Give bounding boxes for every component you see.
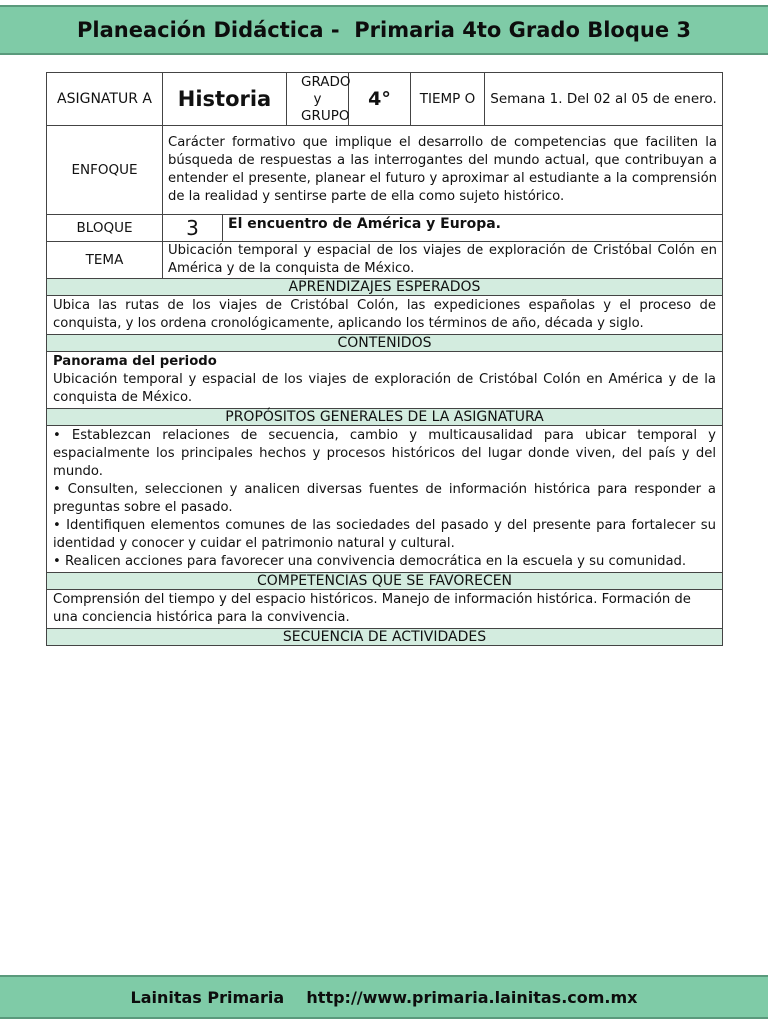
header-banner — [0, 5, 768, 55]
tiempo-label: TIEMP O — [411, 73, 485, 126]
secuencia-heading: SECUENCIA DE ACTIVIDADES — [47, 629, 723, 646]
propositos-cell — [47, 426, 723, 573]
tema-label: TEMA — [47, 242, 163, 279]
contenidos-row — [47, 352, 723, 409]
contenidos-heading: CONTENIDOS — [47, 335, 723, 352]
proposito-item: • Establezcan relaciones de secuencia, cambio y multicausalidad para ubicar temporal y espacialmente los principales hechos y procesos históricos del lugar donde viven, del país y del mundo. — [53, 428, 716, 479]
aprendizajes-heading-row — [47, 279, 723, 296]
enfoque-row — [47, 126, 723, 215]
competencias-heading-row — [47, 573, 723, 590]
tema-row — [47, 242, 723, 279]
bloque-number: 3 — [163, 215, 223, 242]
competencias-row — [47, 590, 723, 629]
contenidos-subtitle: Panorama del periodo — [53, 354, 217, 369]
bloque-row — [47, 215, 723, 242]
asignatura-label: ASIGNATUR A — [47, 73, 163, 126]
proposito-item: • Realicen acciones para favorecer una convivencia democrática en la escuela y su comunidad. — [53, 554, 687, 569]
propositos-heading-row — [47, 409, 723, 426]
aprendizajes-heading: APRENDIZAJES ESPERADOS — [47, 279, 723, 296]
bloque-title: El encuentro de América y Europa. — [223, 215, 723, 242]
bloque-label: BLOQUE — [47, 215, 163, 242]
asignatura-value: Historia — [163, 73, 287, 126]
contenidos-heading-row — [47, 335, 723, 352]
competencias-text: Comprensión del tiempo y del espacio históricos. Manejo de información histórica. Formación de una conciencia histórica para la convivencia. — [47, 590, 723, 629]
footer-banner — [0, 975, 768, 1019]
secuencia-heading-row — [47, 629, 723, 646]
proposito-item: • Consulten, seleccionen y analicen diversas fuentes de información histórica para responder a preguntas sobre el pasado. — [53, 482, 716, 515]
header-row — [47, 73, 723, 126]
enfoque-text: Carácter formativo que implique el desarrollo de competencias que faciliten la búsqueda de respuestas a las interrogantes del mundo actual, que contribuyan a entender el presente, planear el futuro y aproximar al estudiante a la comprensión de la realidad y sentirse parte de ella como sujeto histórico. — [163, 126, 723, 215]
grado-value: 4° — [349, 73, 411, 126]
propositos-heading: PROPÓSITOS GENERALES DE LA ASIGNATURA — [47, 409, 723, 426]
enfoque-label: ENFOQUE — [47, 126, 163, 215]
page-title: Planeación Didáctica - Primaria 4to Grado Bloque 3 — [77, 18, 691, 42]
planning-table — [46, 72, 723, 646]
planning-document — [46, 72, 722, 646]
tiempo-value: Semana 1. Del 02 al 05 de enero. — [485, 73, 723, 126]
contenidos-cell — [47, 352, 723, 409]
competencias-heading: COMPETENCIAS QUE SE FAVORECEN — [47, 573, 723, 590]
grado-label: GRADO y GRUPO — [287, 73, 349, 126]
contenidos-text: Ubicación temporal y espacial de los viajes de exploración de Cristóbal Colón en América y de la conquista de México. — [53, 372, 716, 405]
aprendizajes-text: Ubica las rutas de los viajes de Cristóbal Colón, las expediciones españolas y el proceso de conquista, y los ordena cronológicamente, aplicando los términos de año, década y siglo. — [47, 296, 723, 335]
tema-text: Ubicación temporal y espacial de los viajes de exploración de Cristóbal Colón en América y de la conquista de México. — [163, 242, 723, 279]
propositos-row — [47, 426, 723, 573]
footer-text: Lainitas Primaria http://www.primaria.lainitas.com.mx — [130, 987, 638, 1007]
aprendizajes-row — [47, 296, 723, 335]
proposito-item: • Identifiquen elementos comunes de las sociedades del pasado y del presente para fortalecer su identidad y conocer y cuidar el patrimonio natural y cultural. — [53, 518, 716, 551]
